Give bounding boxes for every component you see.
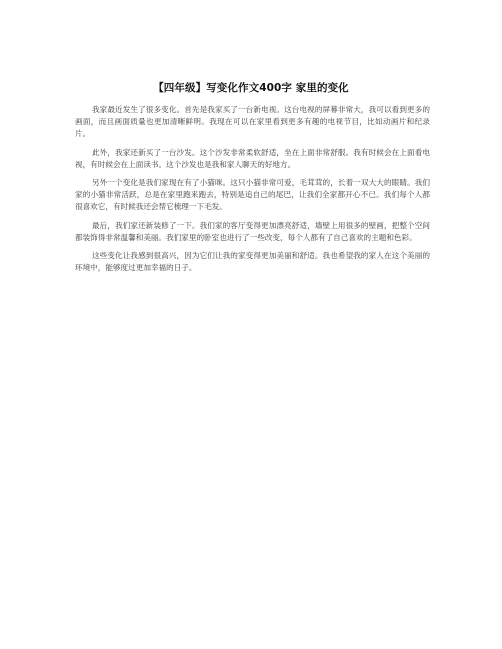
paragraph-kitten: 另外一个变化是我们家现在有了小猫咪。这只小猫非常可爱，毛茸茸的，长着一双大大的眼睛。我们家的小猫非常活跃，总是在家里跑来跑去，特别是追自己的尾巴，让我们全家都开心不已。我们每个人都很喜欢它，有时候我还会帮它梳理一下毛发。 [75, 178, 430, 212]
paragraph-sofa: 此外，我家还新买了一台沙发。这个沙发非常柔软舒适，坐在上面非常舒服。我有时候会在上面看电视，有时候会在上面读书。这个沙发也是我和家人聊天的好地方。 [75, 147, 430, 169]
paragraph-renovation: 最后，我们家还新装修了一下。我们家的客厅变得更加漂亮舒适，墙壁上用很多的壁画，把整个空间都装饰得非常温馨和美丽。我们家里的卧室也进行了一些改变，每个人都有了自己喜欢的主题和色彩。 [75, 220, 430, 242]
document-title: 【四年级】写变化作文400字 家里的变化 [153, 82, 349, 94]
paragraph-conclusion: 这些变化让我感到很高兴，因为它们让我的家变得更加美丽和舒适。我也希望我的家人在这个美丽的环境中，能够度过更加幸福的日子。 [75, 251, 430, 273]
paragraph-tv: 我家最近发生了很多变化。首先是我家买了一台新电视。这台电视的屏幕非常大，我可以看到更多的画面，而且画面质量也更加清晰鲜明。我现在可以在家里看到更多有趣的电视节目，比如动画片和纪录片。 [75, 105, 430, 139]
document-body [75, 104, 430, 280]
